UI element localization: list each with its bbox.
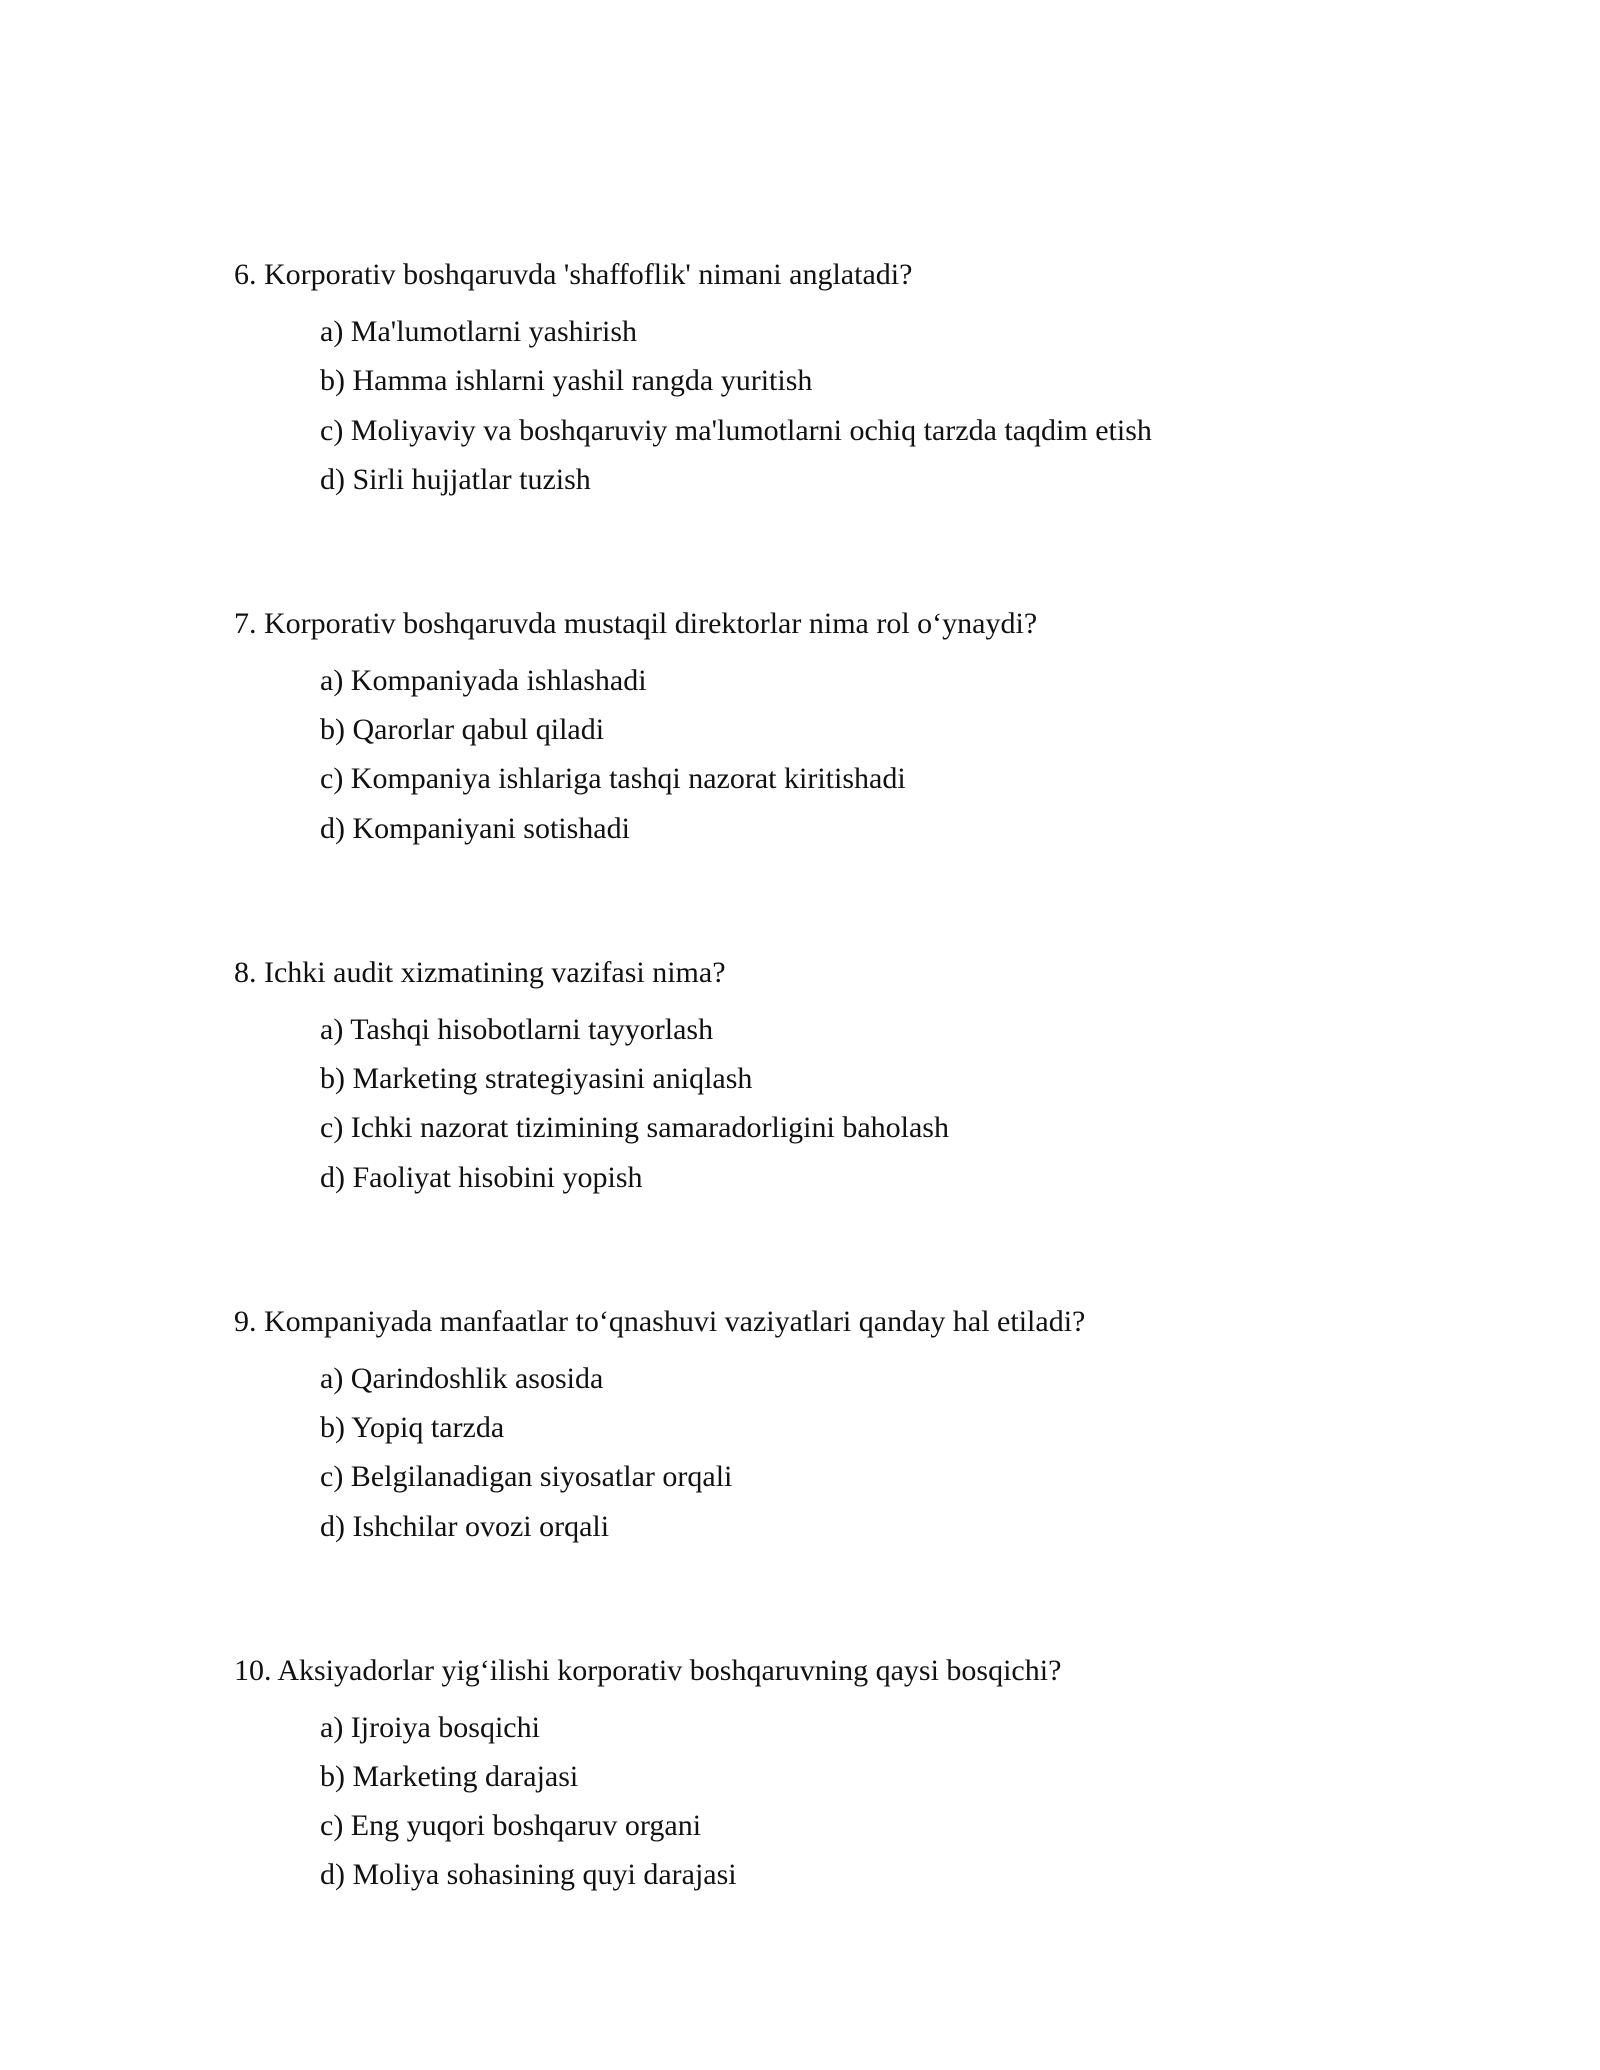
answer-options [234,312,1434,500]
answer-options [234,1010,1434,1198]
answer-option-a: a) Ijroiya bosqichi [320,1710,540,1744]
answer-option-b: b) Hamma ishlarni yashil rangda yuritish [320,364,813,398]
answer-option-d: d) Faoliyat hisobini yopish [320,1160,643,1194]
question-text: 7. Korporativ boshqaruvda mustaqil direktorlar nima rol o‘ynaydi? [234,606,1038,640]
answer-options [234,1708,1434,1896]
answer-option-d: d) Moliya sohasining quyi darajasi [320,1858,737,1892]
question-10 [234,1651,1434,1896]
answer-option-d: d) Sirli hujjatlar tuzish [320,462,591,496]
answer-option-b: b) Marketing strategiyasini aniqlash [320,1062,753,1096]
answer-option-c: c) Moliyaviy va boshqaruviy ma'lumotlarni ochiq tarzda taqdim etish [320,413,1152,447]
question-list [234,255,1434,1999]
answer-option-a: a) Tashqi hisobotlarni tayyorlash [320,1012,714,1046]
question-text: 8. Ichki audit xizmatining vazifasi nima? [234,955,726,989]
answer-option-a: a) Ma'lumotlarni yashirish [320,315,638,348]
answer-option-a: a) Kompaniyada ishlashadi [320,663,647,697]
question-text: 10. Aksiyadorlar yig‘ilishi korporativ boshqaruvning qaysi bosqichi? [234,1653,1062,1687]
answer-option-c: c) Kompaniya ishlariga tashqi nazorat kiritishadi [320,762,906,796]
answer-option-b: b) Qarorlar qabul qiladi [320,713,605,747]
answer-option-c: c) Belgilanadigan siyosatlar orqali [320,1460,733,1494]
answer-option-d: d) Kompaniyani sotishadi [320,811,630,845]
question-7 [234,604,1434,849]
answer-option-b: b) Yopiq tarzda [320,1410,505,1444]
answer-options [234,661,1434,849]
answer-option-c: c) Ichki nazorat tizimining samaradorligini baholash [320,1111,949,1145]
answer-option-a: a) Qarindoshlik asosida [320,1361,604,1395]
answer-option-b: b) Marketing darajasi [320,1759,579,1793]
answer-option-d: d) Ishchilar ovozi orqali [320,1509,610,1543]
question-6 [234,255,1434,500]
question-9 [234,1302,1434,1547]
question-text: 9. Kompaniyada manfaatlar to‘qnashuvi vaziyatlari qanday hal etiladi? [234,1304,1086,1338]
question-text: 6. Korporativ boshqaruvda 'shaffoflik' nimani anglatadi? [234,258,913,291]
answer-option-c: c) Eng yuqori boshqaruv organi [320,1809,702,1843]
answer-options [234,1359,1434,1547]
question-8 [234,953,1434,1198]
